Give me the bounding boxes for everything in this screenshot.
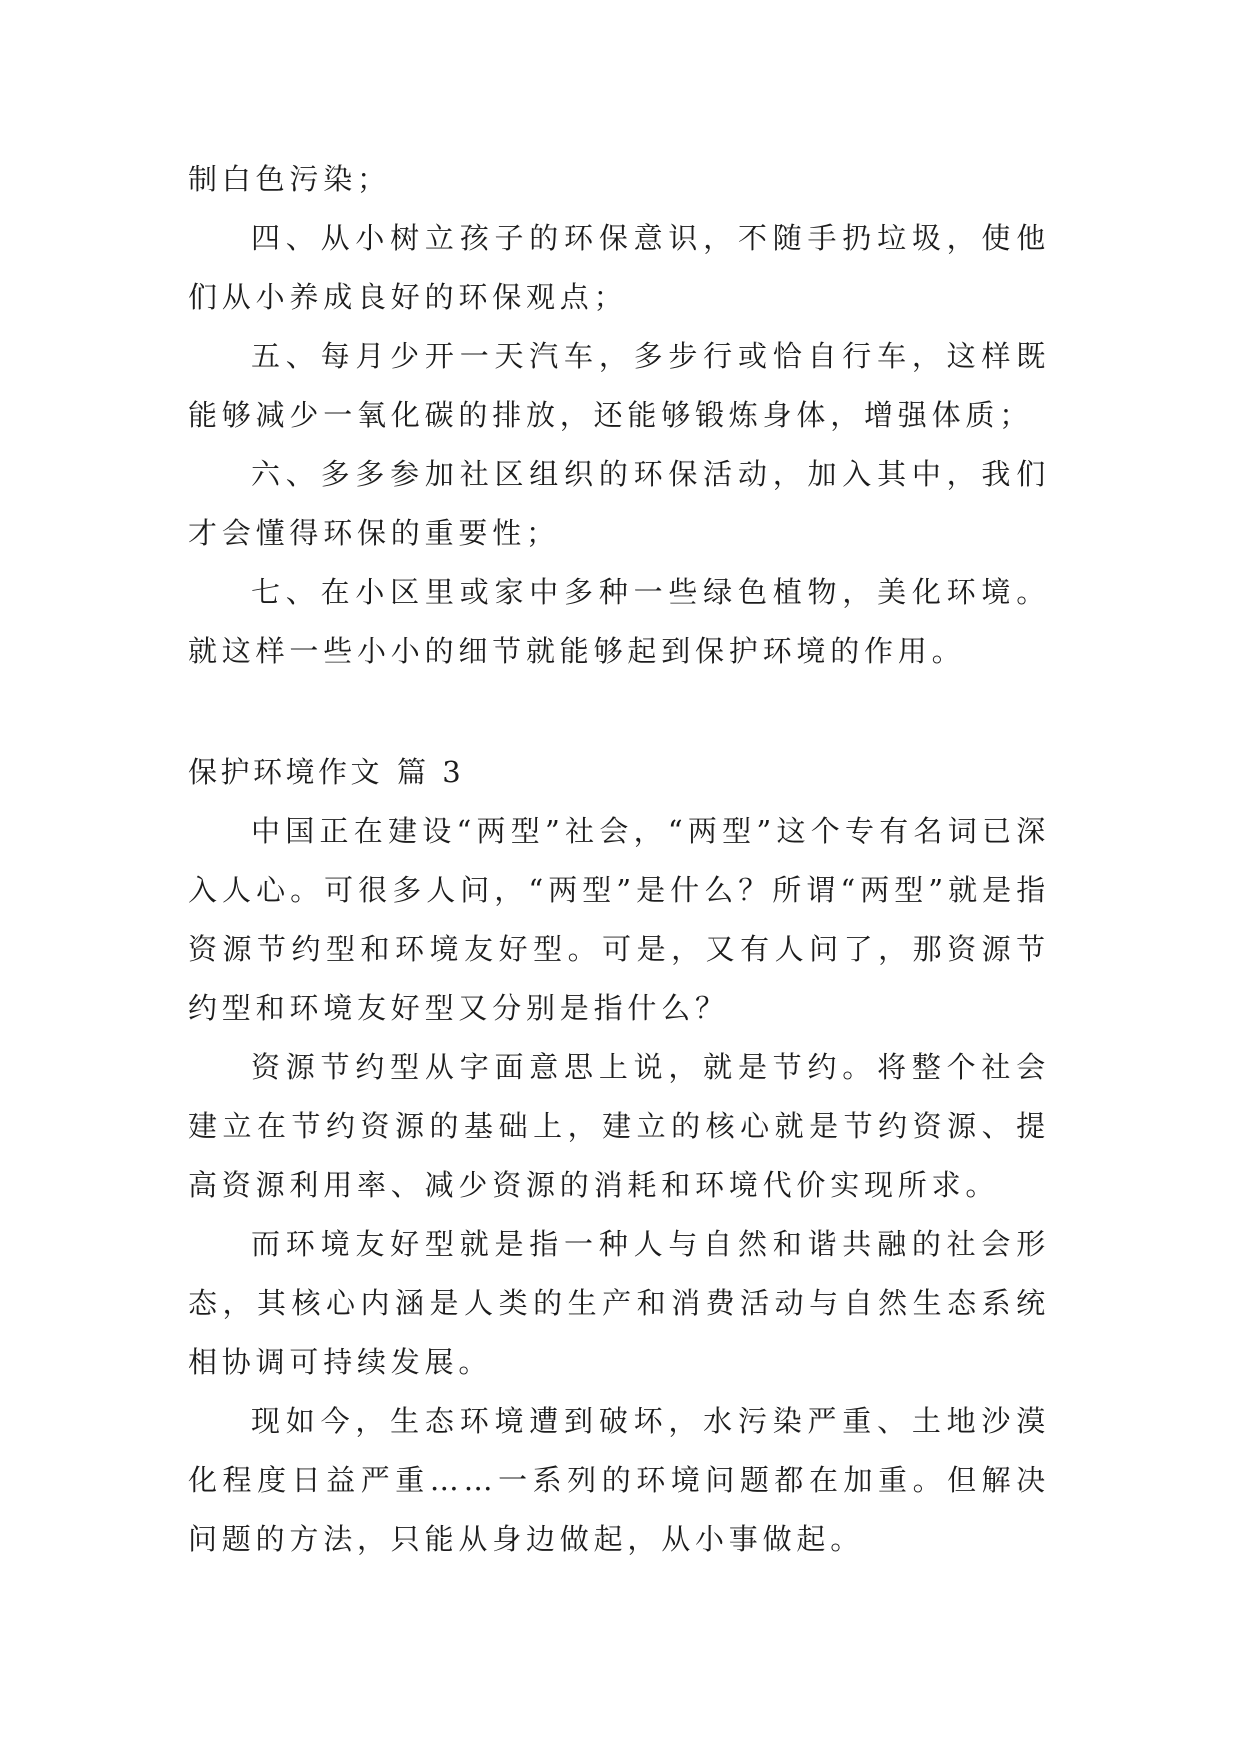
paragraph-item-six: 六、多多参加社区组织的环保活动，加入其中，我们才会懂得环保的重要性； xyxy=(188,457,1050,550)
section-heading xyxy=(188,743,1050,802)
section-paragraph-4: 现如今，生态环境遭到破坏，水污染严重、土地沙漠化程度日益严重……一系列的环境问题都在加重。但解决问题的方法，只能从身边做起，从小事做起。 xyxy=(188,1404,1050,1556)
paragraph-item-four: 四、从小树立孩子的环保意识，不随手扔垃圾，使他们从小养成良好的环保观点； xyxy=(188,221,1050,314)
section-title: 保护环境作文 xyxy=(188,755,384,789)
paragraph-item-seven: 七、在小区里或家中多种一些绿色植物，美化环境。就这样一些小小的细节就能够起到保护环境的作用。 xyxy=(188,575,1050,668)
section-paragraph-2: 资源节约型从字面意思上说，就是节约。将整个社会建立在节约资源的基础上，建立的核心就是节约资源、提高资源利用率、减少资源的消耗和环境代价实现所求。 xyxy=(188,1050,1050,1202)
section-paragraph-3: 而环境友好型就是指一种人与自然和谐共融的社会形态，其核心内涵是人类的生产和消费活动与自然生态系统相协调可持续发展。 xyxy=(188,1227,1050,1379)
paragraph-continued: 制白色污染； xyxy=(188,162,391,196)
section-paragraph-1: 中国正在建设“两型”社会，“两型”这个专有名词已深入人心。可很多人问，“两型”是什么？所谓“两型”就是指资源节约型和环境友好型。可是，又有人问了，那资源节约型和环境友好型又分别是指什么？ xyxy=(188,814,1050,1025)
paragraph-item-five: 五、每月少开一天汽车，多步行或恰自行车，这样既能够减少一氧化碳的排放，还能够锻炼身体，增强体质； xyxy=(188,339,1050,432)
section-label: 篇 3 xyxy=(397,755,465,789)
document-page xyxy=(188,150,1050,1569)
